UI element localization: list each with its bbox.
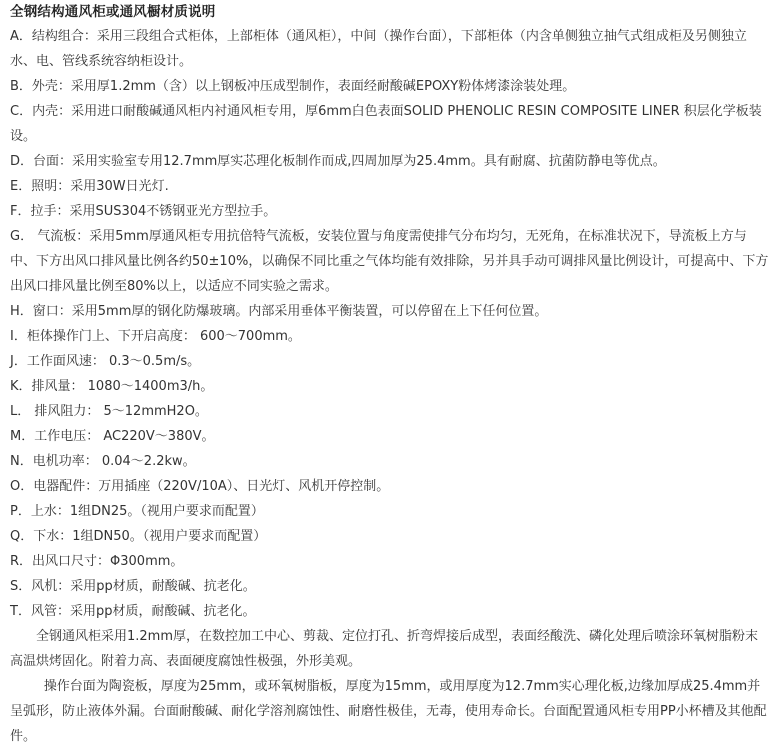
spec-item-f: F．拉手：采用SUS304不锈钢亚光方型拉手。 [10, 204, 277, 219]
spec-item-i: I．柜体操作门上、下开启高度： 600～700mm。 [10, 329, 301, 344]
spec-item-p: P．上水：1组DN25。（视用户要求而配置） [10, 504, 264, 519]
spec-item-g: G． 气流板：采用5mm厚通风柜专用抗倍特气流板，安装位置与角度需使排气分布均匀，无死角，在标准状况下，导流板上方与中、下方出风口排风量比例各约50±10%，以确保不同比重之气体均能有效排除，另并具手动可调排风量比例设计，可提高中、下方出风口排风量比例至80%以上，以适应不同实验之需求。 [10, 229, 769, 294]
paragraph-steel-body: 全钢通风柜采用1.2mm厚，在数控加工中心、剪裁、定位打孔、折弯焊接后成型，表面经酸洗、磷化处理后喷涂环氧树脂粉末高温烘烤固化。附着力高、表面硬度腐蚀性极强，外形美观。 [10, 629, 759, 669]
spec-item-b: B．外壳：采用厚1.2mm（含）以上钢板冲压成型制作，表面经耐酸碱EPOXY粉体烤漆涂装处理。 [10, 79, 576, 94]
spec-item-l: L． 排风阻力： 5～12mmH2O。 [10, 404, 208, 419]
spec-item-t: T．风管：采用pp材质，耐酸碱、抗老化。 [10, 604, 256, 619]
spec-item-n: N．电机功率： 0.04～2.2kw。 [10, 454, 196, 469]
spec-item-s: S．风机：采用pp材质，耐酸碱、抗老化。 [10, 579, 256, 594]
spec-list [10, 24, 769, 624]
spec-item-k: K．排风量： 1080～1400m3/h。 [10, 379, 214, 394]
spec-item-o: O．电器配件：万用插座（220V/10A）、日光灯、风机开停控制。 [10, 479, 390, 494]
spec-item-q: Q．下水：1组DN50。（视用户要求而配置） [10, 529, 267, 544]
spec-item-c: C．内壳：采用进口耐酸碱通风柜内衬通风柜专用，厚6mm白色表面SOLID PHENOLIC RESIN COMPOSITE LINER 积层化学板装设。 [10, 104, 762, 144]
spec-item-m: M．工作电压： AC220V～380V。 [10, 429, 215, 444]
spec-item-r: R．出风口尺寸：Φ300mm。 [10, 554, 184, 569]
spec-item-e: E．照明：采用30W日光灯. [10, 179, 169, 194]
document-title: 全钢结构通风柜或通风橱材质说明 [10, 4, 216, 20]
paragraph-worktop: 操作台面为陶瓷板，厚度为25mm，或环氧树脂板，厚度为15mm，或用厚度为12.7mm实心理化板,边缘加厚成25.4mm并呈弧形，防止液体外漏。台面耐酸碱、耐化学溶剂腐蚀性、耐磨性极佳，无毒，使用寿命长。台面配置通风柜专用PP小杯槽及其他配件。 [10, 679, 767, 744]
spec-item-d: D．台面：采用实验室专用12.7mm厚实芯理化板制作而成,四周加厚为25.4mm。具有耐腐、抗菌防静电等优点。 [10, 154, 666, 169]
spec-item-a: A．结构组合：采用三段组合式柜体，上部柜体（通风柜），中间（操作台面），下部柜体（内含单侧独立抽气式组成柜及另侧独立水、电、管线系统容纳柜设计。 [10, 29, 747, 69]
spec-item-h: H．窗口：采用5mm厚的钢化防爆玻璃。内部采用垂体平衡装置，可以停留在上下任何位置。 [10, 304, 548, 319]
spec-item-j: J．工作面风速： 0.3～0.5m/s。 [10, 354, 201, 369]
